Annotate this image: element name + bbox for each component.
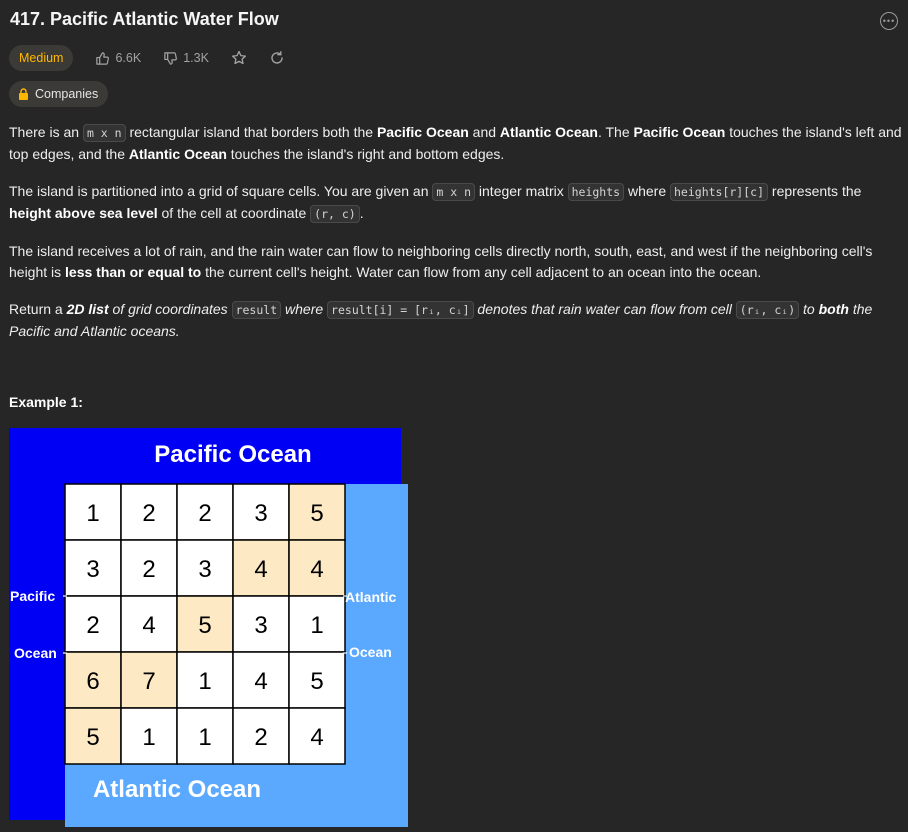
text-segment: touches the island's left and top edges, and the bbox=[9, 124, 902, 162]
text-segment: the current cell's height. Water can flow from any cell adjacent to an ocean into the ocean. bbox=[201, 264, 762, 280]
bold-text: Atlantic Ocean bbox=[128, 146, 227, 162]
difficulty-badge: Medium bbox=[9, 45, 73, 71]
cell-value: 4 bbox=[142, 612, 156, 639]
thumbs-up-icon bbox=[95, 51, 110, 66]
companies-label: Companies bbox=[35, 87, 99, 101]
bold-italic-text: both bbox=[818, 301, 849, 317]
inline-code: result bbox=[232, 301, 282, 319]
inline-code: m x n bbox=[83, 124, 126, 142]
cell-value: 2 bbox=[198, 500, 212, 527]
text-segment: represents the bbox=[768, 183, 862, 199]
cell-value: 4 bbox=[254, 668, 268, 695]
bold-text: less than or equal to bbox=[65, 264, 202, 280]
cell-value: 4 bbox=[310, 556, 324, 583]
cell-value: 4 bbox=[310, 724, 324, 751]
problem-title: 417. Pacific Atlantic Water Flow bbox=[10, 9, 279, 29]
like-button[interactable] bbox=[95, 51, 141, 66]
cell-value: 5 bbox=[86, 724, 100, 751]
italic-text: where bbox=[281, 301, 328, 317]
height-grid bbox=[65, 484, 345, 764]
cell-value: 1 bbox=[142, 724, 156, 751]
cell-value: 5 bbox=[310, 500, 324, 527]
bold-text: height above sea level bbox=[9, 205, 158, 221]
description-paragraph-1 bbox=[9, 122, 904, 165]
text-segment: touches the island's right and bottom edges. bbox=[226, 146, 505, 162]
more-options-icon[interactable]: ••• bbox=[880, 12, 898, 30]
italic-text: to bbox=[799, 301, 819, 317]
bold-text: Atlantic Ocean bbox=[499, 124, 598, 140]
cell-value: 3 bbox=[198, 556, 212, 583]
inline-code: heights bbox=[568, 183, 624, 201]
dislike-button[interactable] bbox=[163, 51, 209, 66]
example-label: Example 1: bbox=[9, 394, 83, 410]
cell-value: 3 bbox=[254, 612, 268, 639]
refresh-icon bbox=[269, 50, 285, 66]
cell-value: 2 bbox=[142, 556, 156, 583]
thumbs-down-icon bbox=[163, 51, 178, 66]
italic-text: the Pacific and Atlantic oceans. bbox=[9, 301, 873, 339]
inline-code: m x n bbox=[432, 183, 475, 201]
cell-value: 3 bbox=[86, 556, 100, 583]
top-ocean-label: Pacific Ocean bbox=[154, 441, 312, 468]
favorite-button[interactable] bbox=[231, 50, 247, 66]
cell-value: 2 bbox=[254, 724, 268, 751]
cell-value: 4 bbox=[254, 556, 268, 583]
description-paragraph-4 bbox=[9, 299, 904, 342]
cell-value: 1 bbox=[310, 612, 324, 639]
text-segment: where bbox=[624, 183, 670, 199]
inline-code: (r, c) bbox=[310, 205, 360, 223]
cell-value: 2 bbox=[86, 612, 100, 639]
share-button[interactable] bbox=[269, 50, 285, 66]
bottom-ocean-label: Atlantic Ocean bbox=[92, 776, 262, 803]
text-segment: and bbox=[468, 124, 500, 140]
text-segment: The island is partitioned into a grid of square cells. You are given an bbox=[9, 183, 433, 199]
problem-toolbar bbox=[9, 45, 285, 71]
problem-description bbox=[9, 122, 904, 358]
cell-value: 1 bbox=[198, 668, 212, 695]
cell-value: 2 bbox=[142, 500, 156, 527]
right-ocean-label-line1: Atlantic bbox=[345, 589, 397, 605]
description-paragraph-2 bbox=[9, 181, 904, 225]
cell-value: 5 bbox=[198, 612, 212, 639]
star-icon bbox=[231, 50, 247, 66]
example-figure bbox=[9, 428, 410, 829]
text-segment: The island receives a lot of rain, and the rain water can flow to neighboring cells directly north, south, east, and west if the neighboring cell's height is bbox=[9, 243, 873, 280]
description-paragraph-3 bbox=[9, 241, 904, 283]
right-ocean-label-line2: Ocean bbox=[349, 644, 392, 660]
left-ocean-label-line2: Ocean bbox=[14, 645, 57, 661]
cell-value: 1 bbox=[86, 500, 100, 527]
text-segment: . bbox=[359, 205, 364, 221]
dislike-count: 1.3K bbox=[183, 51, 209, 65]
like-count: 6.6K bbox=[115, 51, 142, 65]
bold-text: Pacific Ocean bbox=[633, 124, 726, 140]
cell-value: 5 bbox=[310, 668, 324, 695]
left-ocean-label-line1: Pacific bbox=[10, 588, 56, 604]
text-segment: There is an bbox=[9, 124, 83, 140]
text-segment: . The bbox=[597, 124, 634, 140]
inline-code: result[i] = [rᵢ, cᵢ] bbox=[327, 301, 473, 319]
text-segment: integer matrix bbox=[475, 183, 568, 199]
italic-text: denotes that rain water can flow from cell bbox=[473, 301, 736, 317]
bold-italic-text: 2D list bbox=[66, 301, 109, 317]
cell-value: 7 bbox=[142, 668, 156, 695]
lock-icon bbox=[18, 88, 29, 100]
companies-tag[interactable] bbox=[9, 81, 108, 107]
text-segment: rectangular island that borders both the bbox=[125, 124, 377, 140]
text-segment: of the cell at coordinate bbox=[157, 205, 311, 221]
italic-text: of grid coordinates bbox=[108, 301, 232, 317]
cell-value: 3 bbox=[254, 500, 268, 527]
bold-text: Pacific Ocean bbox=[376, 124, 469, 140]
inline-code: heights[r][c] bbox=[670, 183, 768, 201]
inline-code: (rᵢ, cᵢ) bbox=[736, 301, 799, 319]
cell-value: 1 bbox=[198, 724, 212, 751]
cell-value: 6 bbox=[86, 668, 100, 695]
text-segment: Return a bbox=[9, 301, 67, 317]
